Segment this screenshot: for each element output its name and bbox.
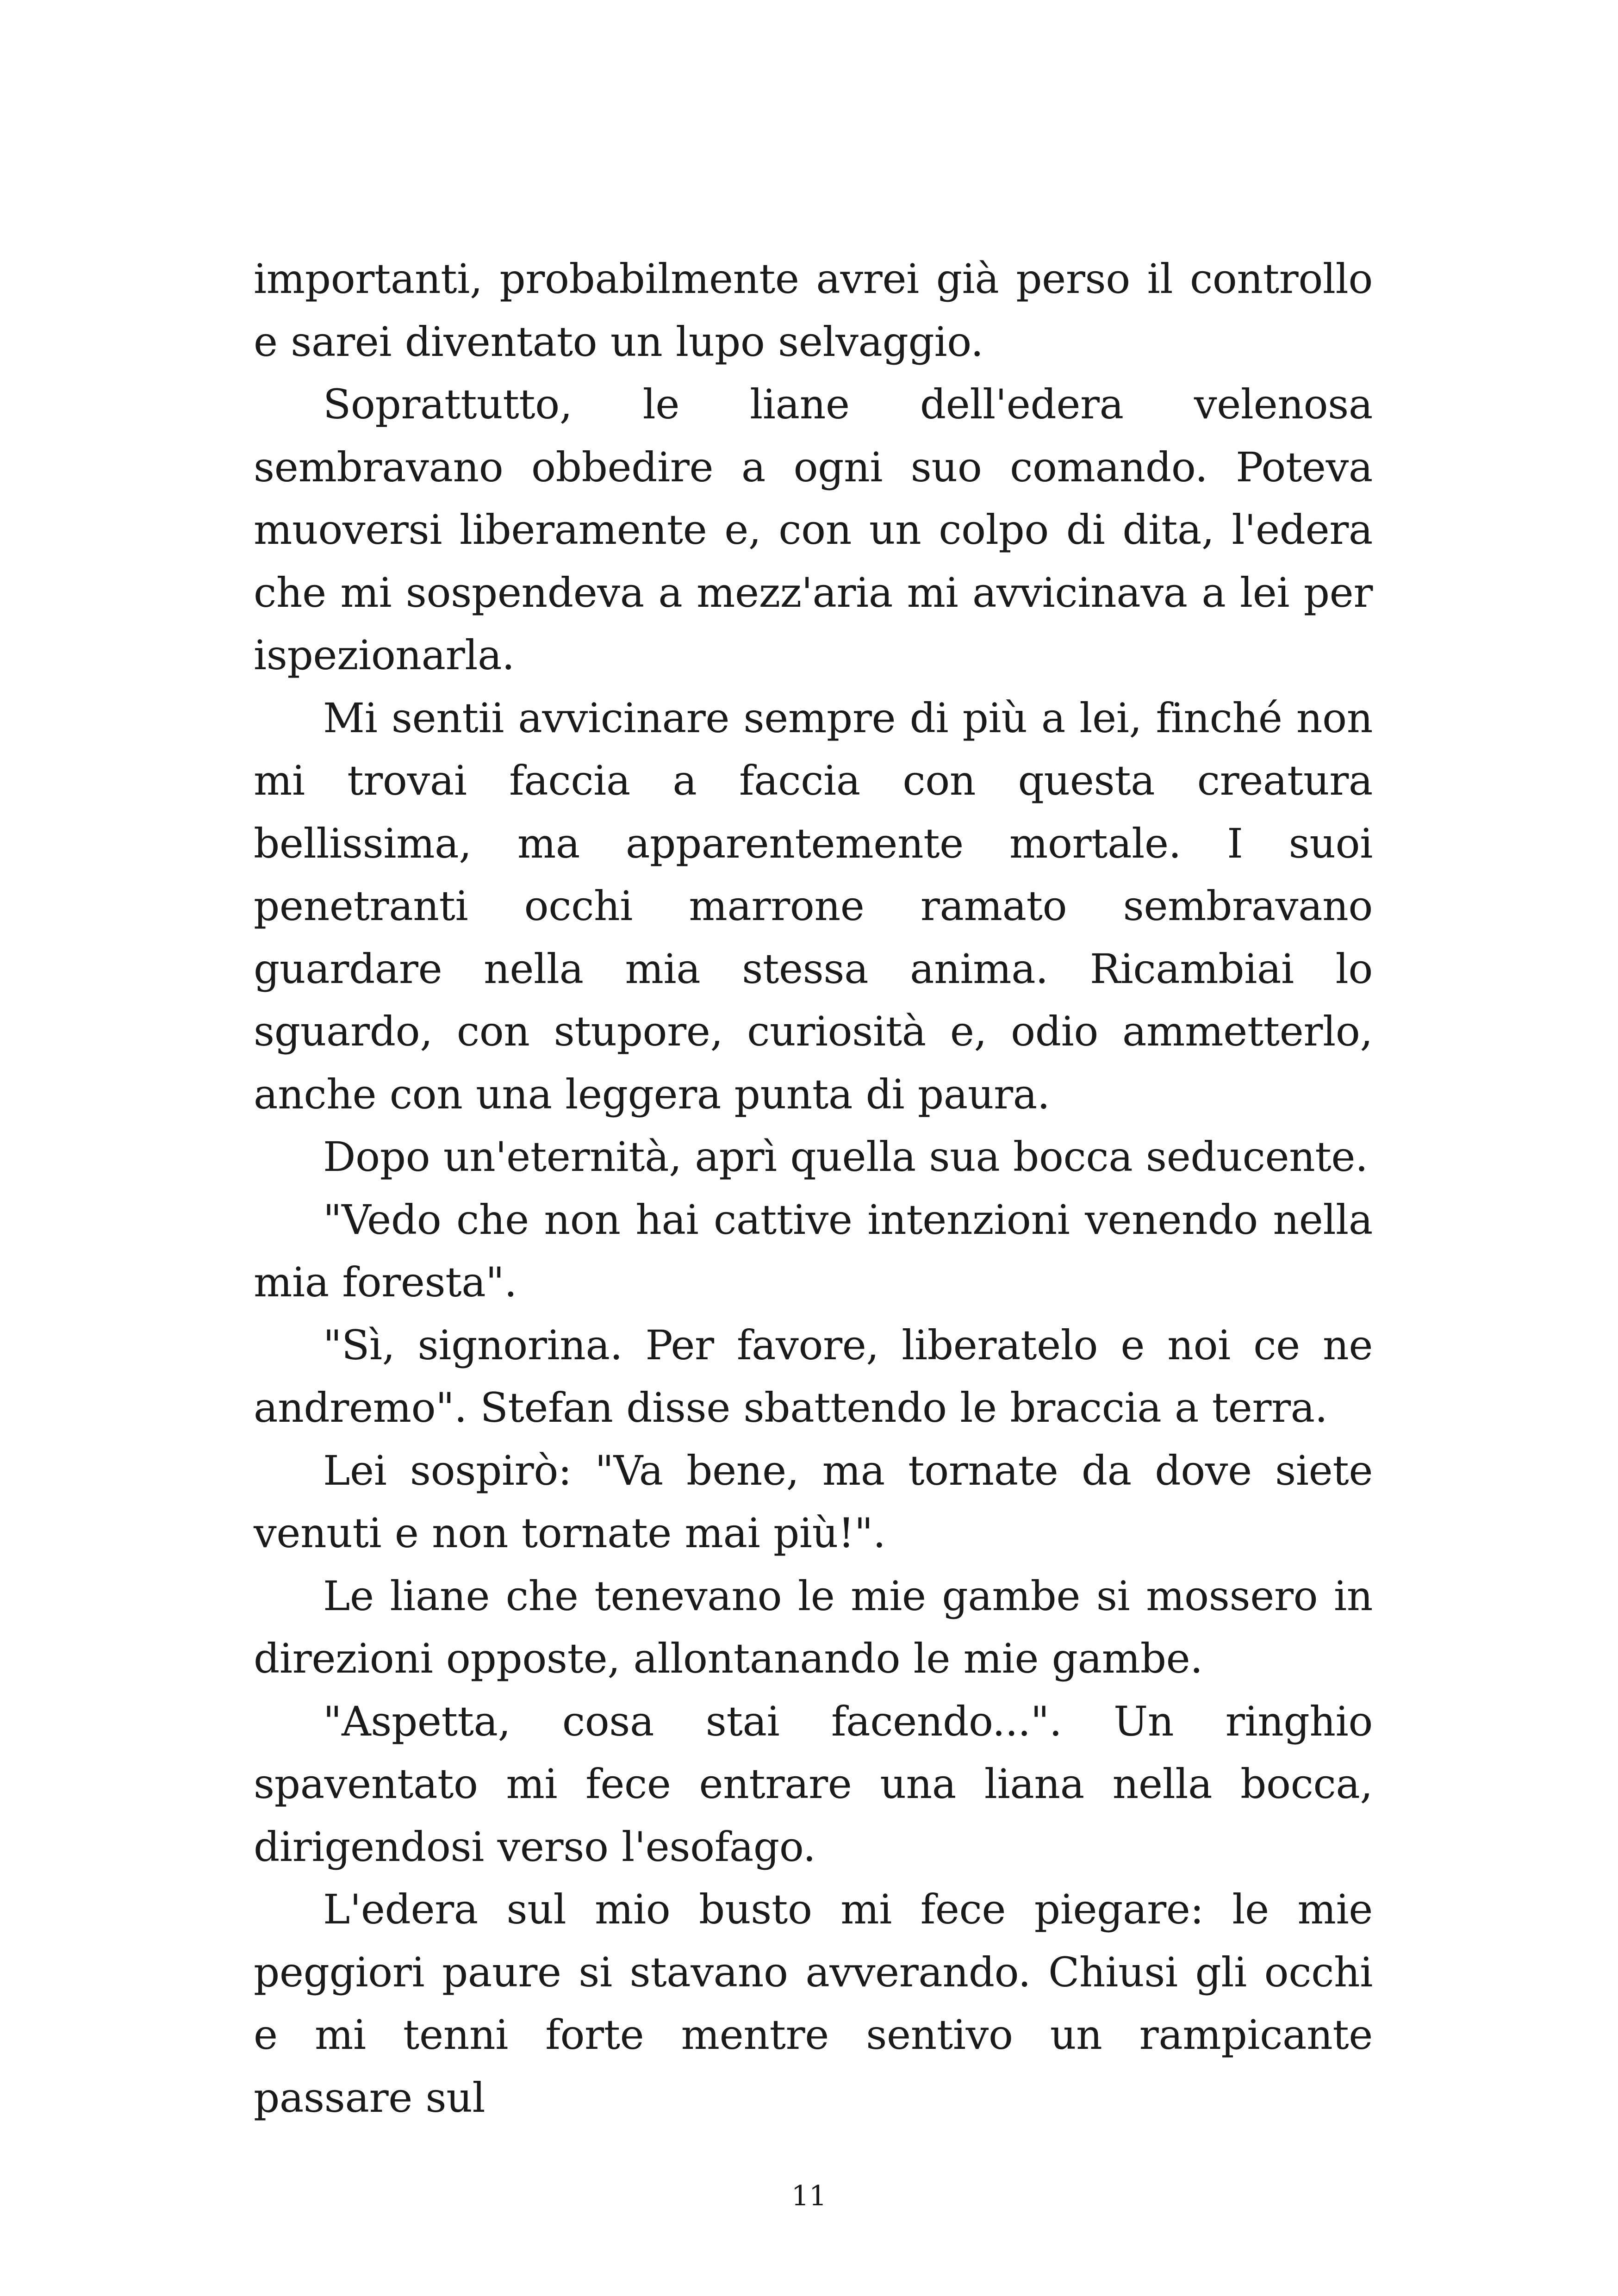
paragraph: Mi sentii avvicinare sempre di più a lei, finché non mi trovai faccia a faccia con questa creatura bellissima, ma apparentemente mortale. I suoi penetranti occhi marrone ramato sembravano guardare nella mia stessa anima. Ricambiai lo sguardo, con stupore, curiosità e, odio ammetterlo, anche con una leggera punta di paura. xyxy=(254,694,1373,1118)
paragraph: L'edera sul mio busto mi fece piegare: le mie peggiori paure si stavano avverando. Chiusi gli occhi e mi tenni forte mentre sentivo un rampicante passare sul xyxy=(254,1885,1373,2122)
paragraph: importanti, probabilmente avrei già perso il controllo e sarei diventato un lupo selvaggio. xyxy=(254,255,1373,366)
body-text xyxy=(254,248,1373,2129)
paragraph: Soprattutto, le liane dell'edera velenosa sembravano obbedire a ogni suo comando. Poteva muoversi liberamente e, con un colpo di dita, l'edera che mi sospendeva a mezz'aria mi avvicinava a lei per ispezionarla. xyxy=(254,380,1373,679)
page-number: 11 xyxy=(791,2180,827,2212)
paragraph: "Vedo che non hai cattive intenzioni venendo nella mia foresta". xyxy=(254,1195,1373,1306)
paragraph: "Aspetta, cosa stai facendo...". Un ringhio spaventato mi fece entrare una liana nella bocca, dirigendosi verso l'esofago. xyxy=(254,1697,1373,1871)
paragraph: "Sì, signorina. Per favore, liberatelo e noi ce ne andremo". Stefan disse sbattendo le braccia a terra. xyxy=(254,1321,1373,1431)
paragraph: Lei sospirò: "Va bene, ma tornate da dove siete venuti e non tornate mai più!". xyxy=(254,1446,1373,1557)
paragraph: Dopo un'eternità, aprì quella sua bocca seducente. xyxy=(323,1133,1368,1181)
paragraph: Le liane che tenevano le mie gambe si mossero in direzioni opposte, allontanando le mie gambe. xyxy=(254,1572,1373,1682)
